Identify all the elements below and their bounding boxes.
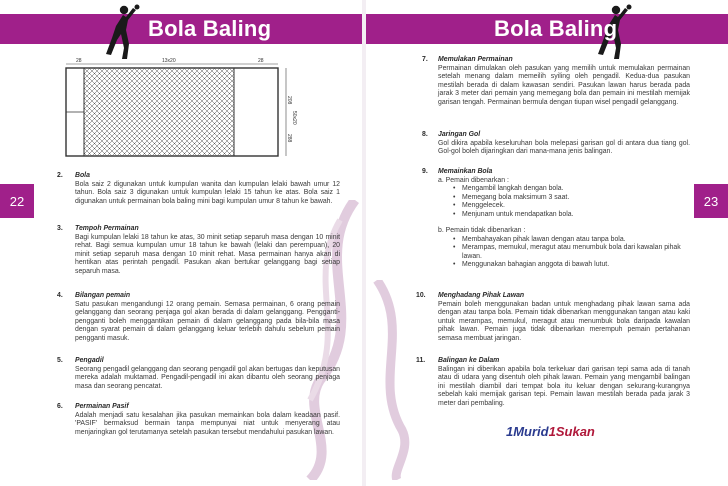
item-heading: Memulakan Permainan bbox=[438, 56, 513, 63]
list-item: • Menjunam untuk mendapatkan bola. bbox=[462, 211, 690, 220]
rule-item bbox=[416, 357, 690, 408]
item-number: 4. bbox=[57, 292, 63, 299]
rule-item bbox=[57, 292, 340, 343]
diagram-dim-label: 13x20 bbox=[162, 58, 176, 64]
item-heading: Menghadang Pihak Lawan bbox=[438, 292, 525, 299]
item-heading: Bola bbox=[75, 172, 90, 179]
list-item: • Mengambil langkah dengan bola. bbox=[462, 185, 690, 194]
campaign-logo bbox=[506, 424, 595, 444]
rule-item bbox=[57, 403, 340, 437]
item-body: Permainan dimulakan oleh pasukan yang memilih untuk memulakan permainan setelah menang dalam memeilih syiling oleh pengadil. Kedua-dua pasukan mestilah berada di dalam kawasan sendiri. Pasukan lawan harus berada pada jarak 3 meter dari pemain yang memegang bola dan pemain ini mestilah memijak garisan tengah. Permainan bermula dengan tiupan wisel pengadil gelanggang. bbox=[438, 64, 690, 106]
item-number: 5. bbox=[57, 357, 63, 364]
forbidden-label: b. Pemain tidak dibenarkan : bbox=[438, 227, 526, 235]
item-heading: Tempoh Permainan bbox=[75, 225, 139, 232]
list-item: • Menggunakan bahagian anggota di bawah lutut. bbox=[462, 261, 690, 270]
page-title-right: Bola Baling bbox=[494, 16, 618, 41]
item-number: 8. bbox=[422, 131, 428, 138]
diagram-dim-label: 28 bbox=[76, 58, 82, 64]
diagram-dim-label: 208 bbox=[286, 96, 292, 105]
page-number-right: 23 bbox=[694, 184, 728, 218]
item-number: 7. bbox=[422, 56, 428, 63]
diagram-dim-label: 288 bbox=[286, 134, 292, 143]
diagram-dim-label: 28 bbox=[258, 58, 264, 64]
item-heading: Bilangan pemain bbox=[75, 292, 131, 299]
item-body: Adalah menjadi satu kesalahan jika pasukan memainkan bola dalam keadaan pasif. 'PASIF' bermaksud bermain tanpa mempunyai niat untuk menyerang atau menjaringkan gol terutamanya setelah pasukan tersebut mendahului pasukan lawan. bbox=[75, 411, 340, 436]
rule-item bbox=[57, 225, 340, 276]
item-number: 10. bbox=[416, 292, 426, 299]
rule-item bbox=[57, 172, 340, 206]
item-heading: Permainan Pasif bbox=[75, 403, 129, 410]
rule-item bbox=[422, 131, 690, 157]
rule-item bbox=[422, 56, 690, 107]
item-body: Bola saiz 2 digunakan untuk kumpulan wanita dan kumpulan lelaki bawah umur 12 tahun. Bola saiz 3 digunakan untuk kumpulan lelaki 15 tahun ke atas. Bola saiz 1 digunakan untuk permainan bola baling mini bagi kumpulan umur 8 tahun ke bawah. bbox=[75, 180, 340, 205]
list-item: • Memegang bola maksimum 3 saat. bbox=[462, 194, 690, 203]
item-body: Seorang pengadil gelanggang dan seorang pengadil gol akan bertugas dan keputusan mereka adalah muktamad. Pengadil-pengadil ini akan dibantu oleh seorang penjaga masa dan seorang pencatat. bbox=[75, 365, 340, 390]
page-gutter bbox=[362, 0, 366, 486]
handball-player-icon bbox=[102, 4, 140, 60]
item-body: Gol dikira apabila keseluruhan bola melepasi garisan gol di antara dua tiang gol. Gol-gol boleh dijaringkan dari mana-mana jenis balingan. bbox=[438, 139, 690, 156]
page-number-left: 22 bbox=[0, 184, 34, 218]
rule-item bbox=[416, 292, 690, 343]
item-number: 2. bbox=[57, 172, 63, 179]
item-number: 3. bbox=[57, 225, 63, 232]
rule-item bbox=[57, 357, 340, 391]
item-body: Balingan ini diberikan apabila bola terkeluar dari garisan tepi sama ada di tanah atau di udara yang disentuh oleh pihak lawan. Pemain yang mengambil balingan ini mestilah diambil dari tempat bola itu keluar dengan sekurang-kurangnya sebelah kaki memijak garisan tepi. Pemain lawan mestilah berada pada jarak 3 meter dari pembaling. bbox=[438, 365, 690, 407]
item-number: 9. bbox=[422, 168, 428, 175]
item-number: 6. bbox=[57, 403, 63, 410]
logo-part-murid: 1Murid bbox=[506, 424, 549, 439]
diagram-dim-label: 50x20 bbox=[291, 111, 297, 125]
item-body: Pemain boleh menggunakan badan untuk menghadang pihak lawan sama ada dengan atau tanpa bola. Pemain tidak dibenarkan menggunakan tangan atau kaki untuk merampas, memukul, meragut atau menumbuk bola daripada kawalan pihak lawan. Pemain juga tidak dibenarkan merempuh pemain pertahanan semasa membuat jaringan. bbox=[438, 300, 690, 342]
list-item: • Merampas, memukul, meragut atau menumbuk bola dari kawalan pihak lawan. bbox=[462, 244, 690, 261]
forbidden-list bbox=[438, 227, 690, 270]
item-heading: Jaringan Gol bbox=[438, 131, 481, 138]
item-body: Satu pasukan mengandungi 12 orang pemain. Semasa permainan, 6 orang pemain gelanggang dan seorang penjaga gol akan berada di dalam gelanggang. Pengganti-pengganti boleh menggantikan pemain di dalam gelanggang pada bila-bila masa dengan syarat pemain di dalam gelanggang keluar terlebih dahulu sebelum pemain pengganti masuk. bbox=[75, 300, 340, 342]
list-item: • Membahayakan pihak lawan dengan atau tanpa bola. bbox=[462, 236, 690, 245]
list-item: • Menggelecek. bbox=[462, 202, 690, 211]
item-heading: Pengadil bbox=[75, 357, 104, 364]
item-heading: Memainkan Bola bbox=[438, 168, 493, 175]
decorative-swirl bbox=[372, 280, 418, 480]
page-title-left: Bola Baling bbox=[148, 16, 272, 41]
item-heading: Balingan ke Dalam bbox=[438, 357, 500, 364]
item-body: Bagi kumpulan lelaki 18 tahun ke atas, 30 minit setiap separuh masa dengan 10 minit rehat. Bagi semua kumpulan umur 18 tahun ke bawah (lelaki dan perempuan), 20 minit setiap separuh masa dengan 10 minit rehat. Masa permainan hanya akan di hentikan atas perintah pengadil. Pasukan akan bertukar gelanggang bagi setiap separuh masa. bbox=[75, 233, 340, 275]
rule-item bbox=[422, 168, 690, 270]
item-number: 11. bbox=[416, 357, 426, 364]
allowed-label: a. Pemain dibenarkan : bbox=[438, 176, 509, 184]
court-diagram bbox=[62, 56, 298, 162]
allowed-list bbox=[438, 177, 690, 220]
logo-part-sukan: 1Sukan bbox=[548, 424, 595, 439]
